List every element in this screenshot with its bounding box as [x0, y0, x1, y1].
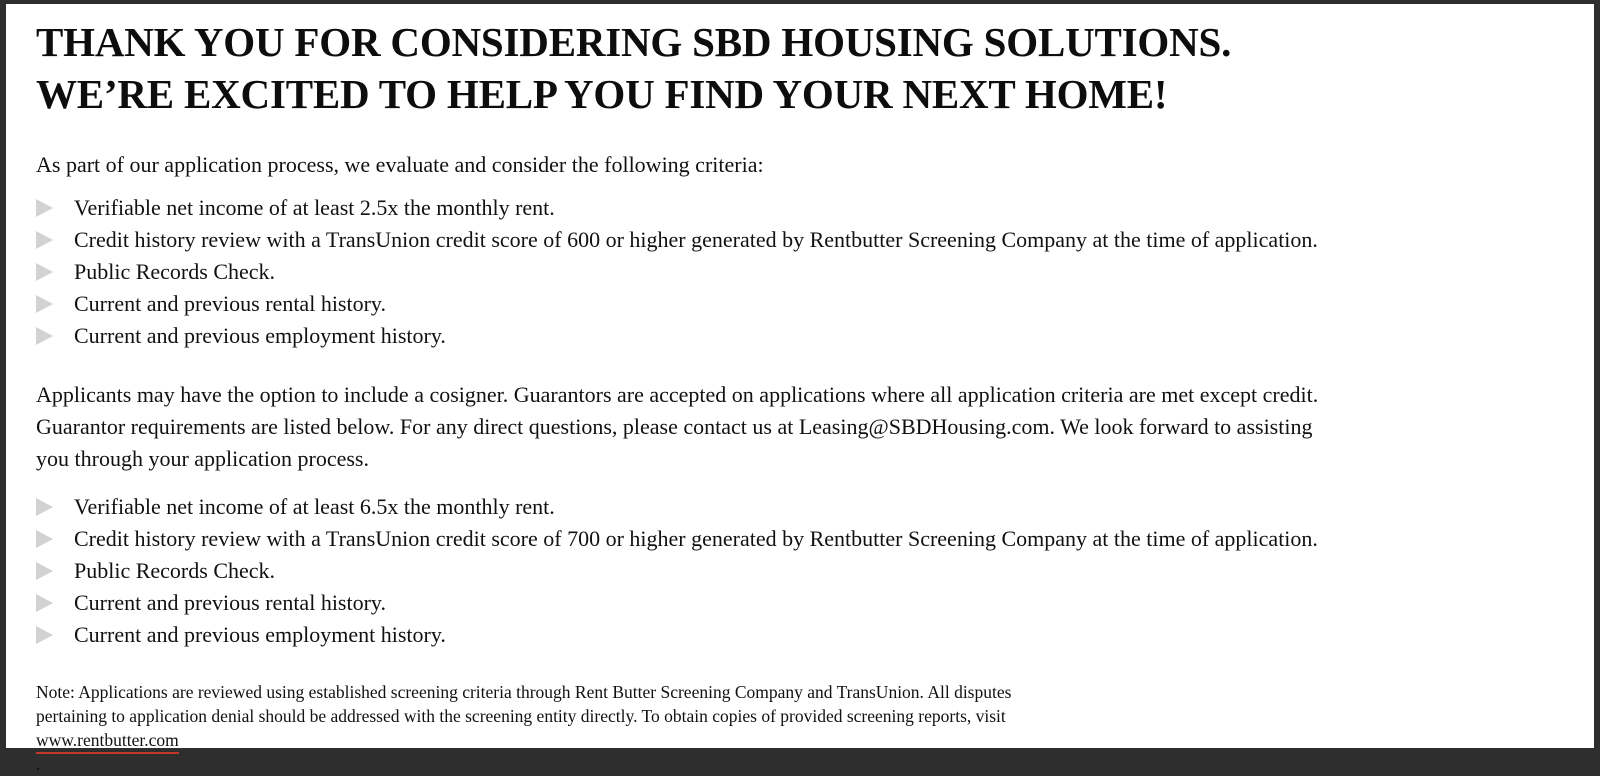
list-item-text: Public Records Check. [74, 558, 276, 583]
list-item-text: Current and previous employment history. [74, 323, 446, 348]
list-item [36, 587, 1318, 619]
list-item [36, 555, 1318, 587]
list-item [36, 192, 1318, 224]
list-item [36, 320, 1318, 352]
document-page [6, 4, 1594, 774]
list-item [36, 288, 1318, 320]
title-line-2: WE’RE EXCITED TO HELP YOU FIND YOUR NEXT HOME! [36, 71, 1168, 117]
triangle-bullet-icon [36, 327, 53, 345]
note-line-2-end: . [36, 754, 41, 774]
list-item-text: Verifiable net income of at least 6.5x the monthly rent. [74, 494, 555, 519]
list-item-text: Credit history review with a TransUnion credit score of 700 or higher generated by Rentbutter Screening Company at the time of application. [74, 526, 1318, 551]
list-item-text: Current and previous rental history. [74, 291, 386, 316]
list-item [36, 491, 1318, 523]
applicant-criteria-list [36, 192, 1318, 352]
cosigner-line-3: you through your application process. [36, 446, 369, 471]
list-item [36, 224, 1318, 256]
note-line-2-text: pertaining to application denial should be addressed with the screening entity directly. To obtain copies of provided screening reports, visit [36, 706, 1006, 726]
cosigner-line-1: Applicants may have the option to include a cosigner. Guarantors are accepted on applications where all application criteria are met except credit. [36, 382, 1319, 407]
triangle-bullet-icon [36, 562, 53, 580]
note-line-2 [36, 704, 1011, 776]
triangle-bullet-icon [36, 231, 53, 249]
triangle-bullet-icon [36, 594, 53, 612]
page-title [36, 16, 1231, 120]
intro-text: As part of our application process, we evaluate and consider the following criteria: [36, 152, 764, 177]
list-item [36, 619, 1318, 651]
list-item-text: Current and previous rental history. [74, 590, 386, 615]
list-item-text: Verifiable net income of at least 2.5x the monthly rent. [74, 195, 555, 220]
list-item-text: Current and previous employment history. [74, 622, 446, 647]
triangle-bullet-icon [36, 530, 53, 548]
title-line-1: THANK YOU FOR CONSIDERING SBD HOUSING SOLUTIONS. [36, 19, 1232, 65]
guarantor-criteria-list [36, 491, 1318, 651]
triangle-bullet-icon [36, 199, 53, 217]
triangle-bullet-icon [36, 626, 53, 644]
triangle-bullet-icon [36, 295, 53, 313]
triangle-bullet-icon [36, 498, 53, 516]
footer-note [36, 680, 1011, 776]
note-line-1: Note: Applications are reviewed using established screening criteria through Rent Butter Screening Company and TransUnion. All disputes [36, 682, 1012, 702]
list-item [36, 523, 1318, 555]
list-item-text: Public Records Check. [74, 259, 276, 284]
cosigner-paragraph [36, 379, 1576, 475]
cosigner-line-2: Guarantor requirements are listed below. For any direct questions, please contact us at Leasing@SBDHousing.com. We look forward to assisting [36, 414, 1313, 439]
rentbutter-link[interactable]: www.rentbutter.com [36, 730, 179, 754]
triangle-bullet-icon [36, 263, 53, 281]
list-item [36, 256, 1318, 288]
list-item-text: Credit history review with a TransUnion credit score of 600 or higher generated by Rentbutter Screening Company at the time of application. [74, 227, 1318, 252]
